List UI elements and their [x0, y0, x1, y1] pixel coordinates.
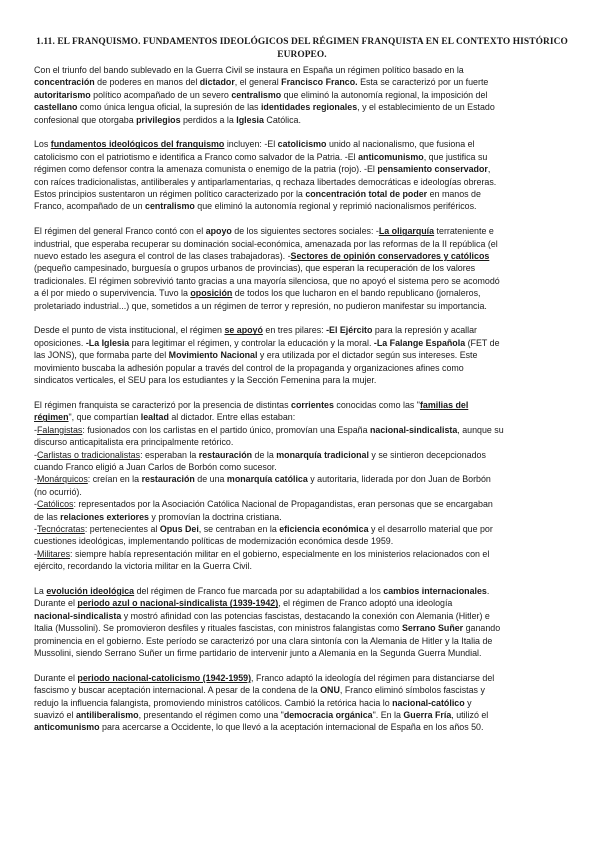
text-segment: y autoritaria, liderada por don Juan de Borbón	[307, 474, 491, 485]
text-line	[34, 635, 570, 647]
text-segment: para la represión y acallar	[372, 325, 478, 336]
underlined-text: Carlistas o tradicionalistas	[36, 449, 141, 460]
paragraph	[34, 585, 570, 659]
text-segment: -	[34, 523, 37, 534]
text-segment: : representados por la Asociación Católica Nacional de Propagandistas, eran personas que se encargaban	[73, 499, 493, 510]
bold-text: centralismo	[145, 201, 195, 212]
text-segment: ,	[487, 164, 491, 175]
bold-text: oposición	[190, 288, 233, 299]
text-segment: tradicionales. El régimen sobrevivió tanto gracias a una mayoría silenciosa, que no apoyó el sistema pero se acomodó	[34, 275, 500, 286]
text-segment: El régimen franquista se caracterizó por la presencia de distintas	[34, 399, 292, 410]
bold-text: democracia orgánica	[283, 710, 373, 721]
text-segment: , se centraban en la	[198, 523, 280, 534]
bold-text: Serrano Suñer	[401, 623, 464, 634]
text-line	[34, 709, 570, 721]
text-segment: de una	[194, 474, 227, 485]
bold-text: régimen	[34, 412, 69, 423]
text-line	[34, 362, 570, 374]
text-line	[34, 287, 570, 299]
bold-text: relaciones exteriores	[60, 511, 149, 522]
paragraph-gap	[34, 312, 570, 324]
bold-text: -El Ejército	[326, 325, 373, 336]
paragraph-gap	[34, 387, 570, 399]
text-segment: y promovían la doctrina cristiana.	[148, 511, 282, 522]
text-segment: que eliminó la autonomía regional, la imposición del	[281, 89, 488, 100]
text-line	[34, 622, 570, 634]
bold-text: La oligarquía	[378, 226, 435, 237]
text-line	[34, 424, 570, 436]
text-line	[34, 262, 570, 274]
bold-text: privilegios	[136, 114, 181, 125]
text-segment: que eliminó la autonomía regional y reprimió nacionalismos periféricos.	[194, 201, 477, 212]
text-line	[34, 101, 570, 113]
text-segment: y era utilizada por el dictador según sus intereses. Este	[257, 350, 478, 361]
text-segment: -	[34, 424, 37, 435]
text-line	[34, 188, 570, 200]
text-segment: como única lengua oficial, la supresión de las	[77, 102, 261, 113]
bold-text: Francisco Franco.	[281, 77, 358, 88]
text-segment: Estos principios sustentaron un régimen político caracterizado por la	[34, 189, 306, 200]
bold-text: concentración	[34, 77, 95, 88]
bold-text: monarquía católica	[226, 474, 308, 485]
underlined-text: Militares	[36, 548, 71, 559]
text-segment: para acercarse a Occidente, lo que llevó a la aceptación internacional de España en los años 50.	[99, 722, 484, 733]
underlined-text: Monárquicos	[36, 474, 88, 485]
text-segment: Esta se caracterizó por un fuerte	[357, 77, 489, 88]
bold-text: -La Falange Española	[373, 337, 466, 348]
text-segment: : esperaban la	[140, 449, 199, 460]
bold-text: anticomunismo	[358, 151, 424, 162]
underlined-text: Falangistas	[36, 424, 83, 435]
text-segment: .	[486, 585, 490, 596]
bold-text: se apoyó	[224, 325, 263, 336]
text-line	[34, 498, 570, 510]
text-line	[34, 697, 570, 709]
bold-text: fundamentos ideológicos del franquismo	[50, 139, 225, 150]
text-segment: para legitimar el régimen, y controlar la educación y la moral.	[129, 337, 374, 348]
text-line	[34, 349, 570, 361]
underlined-text: Católicos	[36, 499, 74, 510]
text-line	[34, 436, 570, 448]
text-segment: ejército, recordando la victoria militar en la Guerra Civil.	[34, 561, 253, 572]
text-line	[34, 324, 570, 336]
text-line	[34, 238, 570, 250]
text-segment: Franco, acompañado de un	[34, 201, 146, 212]
text-line	[34, 597, 570, 609]
bold-text: Movimiento Nacional	[168, 350, 258, 361]
text-line	[34, 721, 570, 733]
bold-text: ONU	[320, 685, 340, 696]
text-segment: terrateniente e	[434, 226, 494, 237]
text-line	[34, 511, 570, 523]
underlined-text: Tecnócratas	[36, 523, 85, 534]
paragraph-gap	[34, 659, 570, 671]
text-line	[34, 486, 570, 498]
text-segment: , Franco adaptó la ideología del régimen para distanciarse del	[251, 672, 495, 683]
text-segment: confesional que otorgaba	[34, 114, 137, 125]
text-segment: -	[34, 474, 37, 485]
bold-text: periodo azul o nacional-sindicalista (1939-1942)	[77, 598, 279, 609]
paragraph	[34, 138, 570, 212]
text-line	[34, 684, 570, 696]
text-segment: El régimen del general Franco contó con el	[34, 226, 206, 237]
text-segment: en tres pilares:	[262, 325, 327, 336]
bold-text: nacional-sindicalista	[34, 610, 122, 621]
text-line	[34, 225, 570, 237]
text-segment: ", que compartían	[68, 412, 141, 423]
text-line	[34, 610, 570, 622]
text-line	[34, 163, 570, 175]
text-line	[34, 176, 570, 188]
text-line	[34, 411, 570, 423]
text-line	[34, 114, 570, 126]
bold-text: corrientes	[291, 399, 334, 410]
text-segment: : pertenecientes al	[84, 523, 160, 534]
text-line	[34, 473, 570, 485]
text-segment: de todos los que lucharon en el bando republicano (jornaleros,	[232, 288, 481, 299]
text-segment: -	[34, 449, 37, 460]
paragraph	[34, 672, 570, 734]
text-segment: Italia (Mussolini). Se promovieron desfiles y rituales fascistas, con ministros falangistas como	[34, 623, 402, 634]
text-segment: , el régimen de Franco adoptó una ideología	[278, 598, 453, 609]
text-segment: régimen como defensor contra la amenaza comunista o enemigo de la patria (rojo). -El	[34, 164, 378, 175]
text-segment: en manos de	[427, 189, 481, 200]
text-segment: conocidas como las "	[333, 399, 420, 410]
text-segment: proletariado industrial...) que, sometidos a un régimen de terror y represión, no pudieron manifestar su importancia.	[34, 300, 487, 311]
bold-text: Guerra Fría	[403, 710, 452, 721]
paragraph-gap	[34, 126, 570, 138]
text-segment: , que justifica su	[423, 151, 488, 162]
text-segment: industrial, que esperaba recuperar su dominación social-económica, amenazada por las reformas de la II república (el	[34, 238, 498, 249]
bold-text: centralismo	[231, 89, 282, 100]
bold-text: evolución ideológica	[46, 585, 135, 596]
text-segment: de poderes en manos del	[94, 77, 200, 88]
text-segment: (FET de	[465, 337, 500, 348]
text-line	[34, 275, 570, 287]
text-line	[34, 374, 570, 386]
bold-text: antiliberalismo	[75, 710, 139, 721]
text-segment: incluyen: -El	[224, 139, 278, 150]
text-segment: de los siguientes sectores sociales: -	[231, 226, 379, 237]
text-line	[34, 151, 570, 163]
text-segment: , el general	[234, 77, 282, 88]
text-segment: y el desarrollo material que por	[368, 523, 493, 534]
text-segment: redujo la influencia falangista, promoviendo ministros católicos. Cambió la retórica hacia lo	[34, 697, 393, 708]
text-segment: , presentando el régimen como una "	[138, 710, 284, 721]
text-segment: del régimen de Franco fue marcada por su adaptabilidad a los	[134, 585, 384, 596]
text-segment: (pequeño campesinado, burguesía o grupos urbanos de provincias), que esperan la recuperación de los valores	[34, 263, 476, 274]
bold-text: restauración	[141, 474, 195, 485]
text-line	[34, 548, 570, 560]
text-segment: movimiento buscaba la adhesión popular a través del control de la propaganda y organizaciones afines como	[34, 362, 464, 373]
text-segment: fascismo y buscar aceptación internacional. A pesar de la condena de la	[34, 685, 321, 696]
text-line	[34, 138, 570, 150]
text-segment: nuevo estado les asegura el control de las clases trabajadoras). -	[34, 251, 291, 262]
text-segment: de la	[252, 449, 277, 460]
text-line	[34, 76, 570, 88]
text-segment: : creían en la	[87, 474, 142, 485]
paragraph	[34, 64, 570, 126]
text-segment: : fusionados con los carlistas en el partido único, promovían una España	[82, 424, 370, 435]
text-segment: Durante el	[34, 672, 78, 683]
bold-text: apoyo	[205, 226, 232, 237]
text-segment: ". En la	[372, 710, 404, 721]
text-line	[34, 461, 570, 473]
bold-text: pensamiento conservador	[377, 164, 488, 175]
text-segment: con raíces tradicionalistas, antiliberales y antiparlamentarias, q rechaza libertades democráticas e ideologías obreras.	[34, 176, 497, 187]
text-segment: La	[34, 585, 47, 596]
text-segment: prominencia en el gobierno. Este período se caracterizó por una clara sintonía con la Alemania de Hitler y la Italia de	[34, 635, 493, 646]
text-segment: y	[464, 697, 472, 708]
bold-text: eficiencia económica	[279, 523, 369, 534]
paragraph	[34, 399, 570, 573]
bold-text: monarquía tradicional	[276, 449, 369, 460]
text-line	[34, 672, 570, 684]
text-line	[34, 647, 570, 659]
text-segment: (no ocurrió).	[34, 486, 82, 497]
text-segment: oposiciones.	[34, 337, 86, 348]
text-segment: , y el establecimiento de un Estado	[357, 102, 495, 113]
bold-text: familias del	[419, 399, 469, 410]
text-segment: a él por miedo o supervivencia. Tuvo la	[34, 288, 191, 299]
text-line	[34, 250, 570, 262]
text-segment: político acompañado de un severo	[90, 89, 232, 100]
text-segment: cuestiones ideológicas, implementando políticas de modernización económica desde 1959.	[34, 536, 394, 547]
bold-text: concentración total de poder	[305, 189, 428, 200]
text-line	[34, 449, 570, 461]
text-segment: unido al nacionalismo, que fusiona el	[326, 139, 475, 150]
bold-text: lealtad	[140, 412, 169, 423]
text-line	[34, 337, 570, 349]
paragraph	[34, 324, 570, 386]
bold-text: restauración	[198, 449, 253, 460]
text-segment: , aunque su	[457, 424, 504, 435]
bold-text: Iglesia	[236, 114, 264, 125]
bold-text: nacional-católico	[392, 697, 465, 708]
bold-text: -La Iglesia	[85, 337, 130, 348]
text-line	[34, 64, 570, 76]
text-line	[34, 523, 570, 535]
text-segment: y se sintieron decepcionados	[368, 449, 486, 460]
text-segment: perdidos a la	[180, 114, 237, 125]
text-line	[34, 200, 570, 212]
text-line	[34, 300, 570, 312]
bold-text: cambios internacionales	[383, 585, 487, 596]
bold-text: castellano	[34, 102, 78, 113]
bold-text: periodo nacional-catolicismo (1942-1959)	[77, 672, 252, 683]
bold-text: autoritarismo	[34, 89, 91, 100]
bold-text: Opus Dei	[159, 523, 199, 534]
text-line	[34, 560, 570, 572]
bold-text: dictador	[199, 77, 235, 88]
text-segment: Con el triunfo del bando sublevado en la Guerra Civil se instaura en España un régimen político basado en la	[34, 65, 464, 75]
text-segment: , Franco eliminó símbolos fascistas y	[339, 685, 485, 696]
text-segment: Desde el punto de vista institucional, el régimen	[34, 325, 225, 336]
text-segment: ganando	[463, 623, 501, 634]
text-segment: sindicatos verticales, el SEU para los estudiantes y la Sección Femenina para la mujer.	[34, 375, 377, 386]
text-segment: : siempre había representación militar en el gobierno, especialmente en los ministerios relacionados con el	[70, 548, 490, 559]
bold-text: nacional-sindicalista	[369, 424, 458, 435]
text-segment: catolicismo con el patriotismo e identifica a Franco como salvador de la Patria. -El	[34, 151, 359, 162]
text-segment: discurso anticapitalista era principalmente retórico.	[34, 437, 234, 448]
document-body	[34, 64, 570, 734]
text-segment: , utilizó el	[451, 710, 489, 721]
paragraph-gap	[34, 573, 570, 585]
text-segment: al dictador. Entre ellas estaban:	[168, 412, 296, 423]
text-segment: Los	[34, 139, 51, 150]
text-line	[34, 399, 570, 411]
text-line	[34, 585, 570, 597]
text-segment: suavizó el	[34, 710, 76, 721]
text-segment: Católica.	[263, 114, 301, 125]
text-segment: Durante el	[34, 598, 78, 609]
bold-text: identidades regionales	[260, 102, 358, 113]
bold-text: Sectores de opinión conservadores y católicos	[290, 251, 490, 262]
text-segment: las JONS), que formaba parte del	[34, 350, 169, 361]
paragraph-gap	[34, 213, 570, 225]
text-segment: Mussolini, siendo Serrano Suñer un firme partidario de intervenir junto a Alemania en la Segunda Guerra Mundial.	[34, 648, 482, 659]
text-line	[34, 89, 570, 101]
text-segment: -	[34, 548, 37, 559]
text-segment: y mostró afinidad con las potencias fascistas, destacando la conexión con Alemania (Hitler) e	[121, 610, 490, 621]
document-title: 1.11. EL FRANQUISMO. FUNDAMENTOS IDEOLÓGICOS DEL RÉGIMEN FRANQUISTA EN EL CONTEXTO HISTÓRICO EUROPEO.	[36, 37, 568, 60]
text-line	[34, 535, 570, 547]
paragraph	[34, 225, 570, 312]
text-segment: de las	[34, 511, 61, 522]
text-segment: -	[34, 499, 37, 510]
bold-text: catolicismo	[277, 139, 327, 150]
bold-text: anticomunismo	[34, 722, 100, 733]
text-segment: cuando Franco eligió a Juan Carlos de Borbón como sucesor.	[34, 461, 277, 472]
